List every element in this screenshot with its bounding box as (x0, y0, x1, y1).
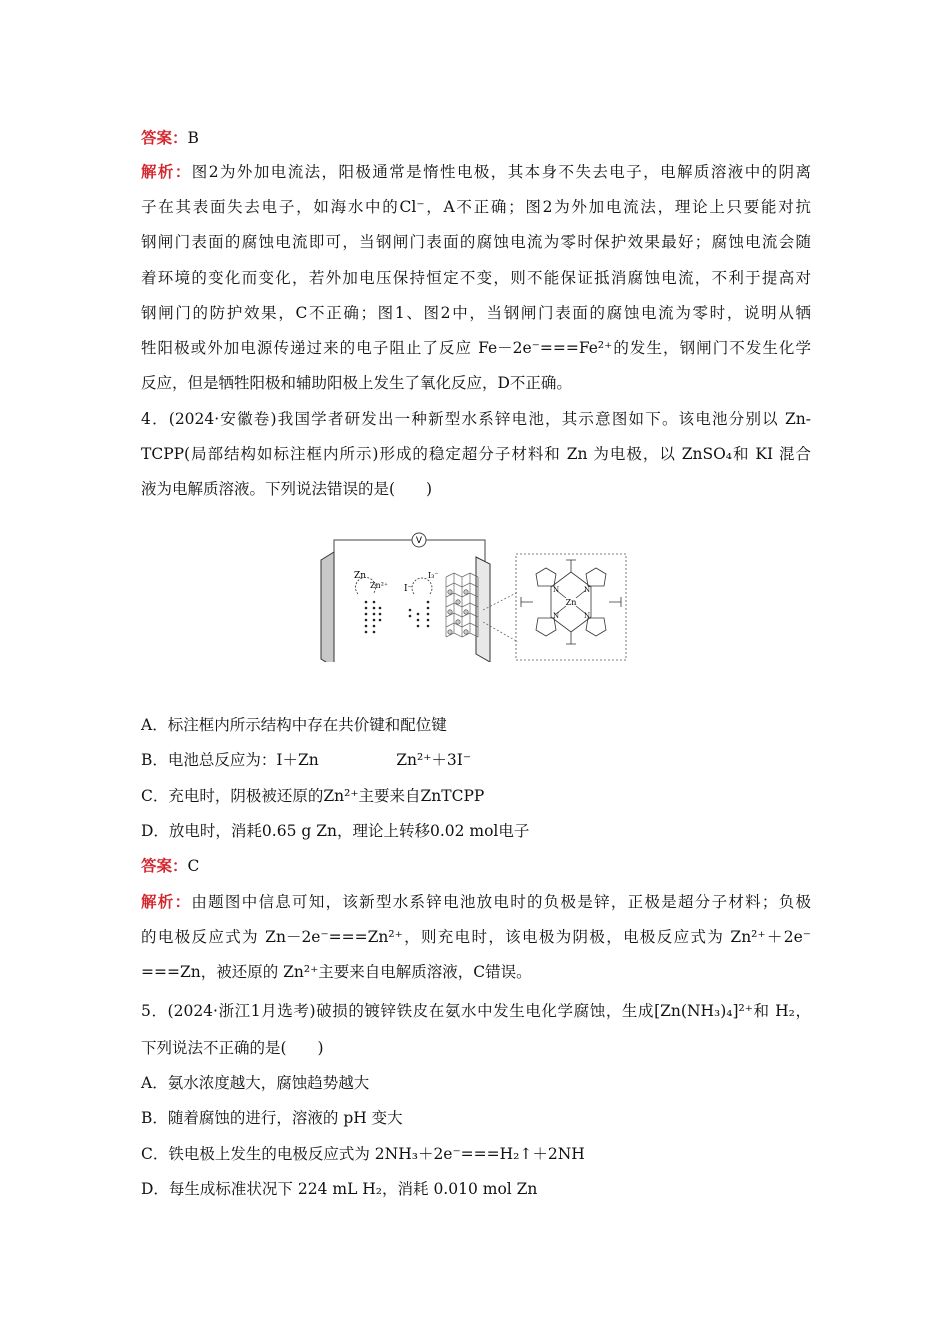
q4-stem-line: TCPP(局部结构如标注框内所示)形成的稳定超分子材料和 Zn 为电极，以 ZnSO₄和 KI 混合 (141, 445, 811, 463)
q3-analysis-line: 反应，但是牺牲阳极和辅助阳极上发生了氧化反应，D不正确。 (141, 374, 572, 392)
iodine-cycle-arrow (412, 578, 432, 594)
iodide-label: I⁻ (404, 584, 413, 594)
q3-analysis-line: 钢闸门的防护效果，C不正确；图1、图2中，当钢闸门表面的腐蚀电流为零时，说明从牺 (141, 304, 811, 322)
lattice-structure (446, 573, 478, 637)
q5-option-b: B．随着腐蚀的进行，溶液的 pH 变大 (141, 1109, 403, 1127)
answer-value: C (187, 857, 200, 875)
q4-stem-line: 液为电解质溶液。下列说法错误的是( ) (141, 480, 433, 498)
q5-option-d: D．每生成标准状况下 224 mL H₂，消耗 0.010 mol Zn (141, 1180, 538, 1198)
n-atom-label: N (584, 586, 591, 594)
lattice-nodes (448, 590, 468, 634)
q4-option-c: C．充电时，阴极被还原的Zn²⁺主要来自ZnTCPP (141, 787, 485, 805)
n-atom-label: N (553, 612, 560, 620)
q3-analysis-line: 钢闸门表面的腐蚀电流即可，当钢闸门表面的腐蚀电流为零时保护效果最好；腐蚀电流会随 (141, 233, 811, 251)
q3-analysis-line: 子在其表面失去电子，如海水中的Cl⁻，A不正确；图2为外加电流法，理论上只要能对抗 (141, 198, 811, 216)
zinc-electrode (321, 552, 334, 662)
analysis-label: 解析： (141, 162, 192, 181)
q4-option-b: B．电池总反应为：I＋Zn Zn²⁺＋3I⁻ (141, 751, 472, 769)
n-atom-label: N (553, 586, 560, 594)
triiodide-label: I₃⁻ (428, 571, 439, 580)
q4-analysis-line: 解析：由题图中信息可知，该新型水系锌电池放电时的负极是锌，正极是超分子材料；负极 (141, 892, 811, 911)
n-atom-label: N (584, 612, 591, 620)
zn-center-label: Zn (565, 598, 577, 607)
q3-analysis-line: 着环境的变化而变化，若外加电压保持恒定不变，则不能保证抵消腐蚀电流，不利于提高对 (141, 269, 811, 287)
answer-value: B (187, 129, 199, 147)
analysis-label: 解析： (141, 892, 192, 911)
circuit-wire (334, 540, 485, 562)
zn-label: Zn (354, 571, 367, 581)
ion-dots (365, 601, 430, 634)
voltmeter-label: V (415, 536, 423, 546)
q3-analysis-line: 牲阳极或外加电源传递过来的电子阻止了反应 Fe－2e⁻===Fe²⁺的发生，钢闸门不发生化学 (141, 339, 811, 357)
q5-stem-line: 5．(2024·浙江1月选考)破损的镀锌铁皮在氨水中发生电化学腐蚀，生成[Zn(NH₃)₄]²⁺和 H₂， (141, 1002, 811, 1020)
answer-label: 答案： (141, 856, 188, 875)
q4-stem-line: 4．(2024·安徽卷)我国学者研发出一种新型水系锌电池，其示意图如下。该电池分别以 Zn- (141, 410, 811, 428)
q4-answer (141, 856, 811, 876)
q5-option-a: A．氨水浓度越大，腐蚀趋势越大 (141, 1074, 370, 1092)
zn2-label: Zn²⁺ (370, 581, 389, 590)
q5-option-c: C．铁电极上发生的电极反应式为 2NH₃＋2e⁻===H₂↑＋2NH (141, 1145, 585, 1163)
q5-stem-line: 下列说法不正确的是( ) (141, 1039, 324, 1057)
q4-option-a: A．标注框内所示结构中存在共价键和配位键 (141, 716, 447, 734)
answer-label: 答案： (141, 128, 188, 147)
q4-analysis-line: ===Zn，被还原的 Zn²⁺主要来自电解质溶液，C错误。 (141, 963, 532, 981)
battery-diagram (318, 532, 628, 662)
q3-answer (141, 128, 811, 148)
q4-option-d: D．放电时，消耗0.65 g Zn，理论上转移0.02 mol电子 (141, 822, 530, 840)
q4-analysis-line: 的电极反应式为 Zn－2e⁻===Zn²⁺，则充电时，该电极为阴极，电极反应式为 Zn²⁺＋2e⁻ (141, 928, 811, 946)
q3-analysis-line: 解析：图2为外加电流法，阳极通常是惰性电极，其本身不失去电子，电解质溶液中的阴离 (141, 162, 811, 181)
